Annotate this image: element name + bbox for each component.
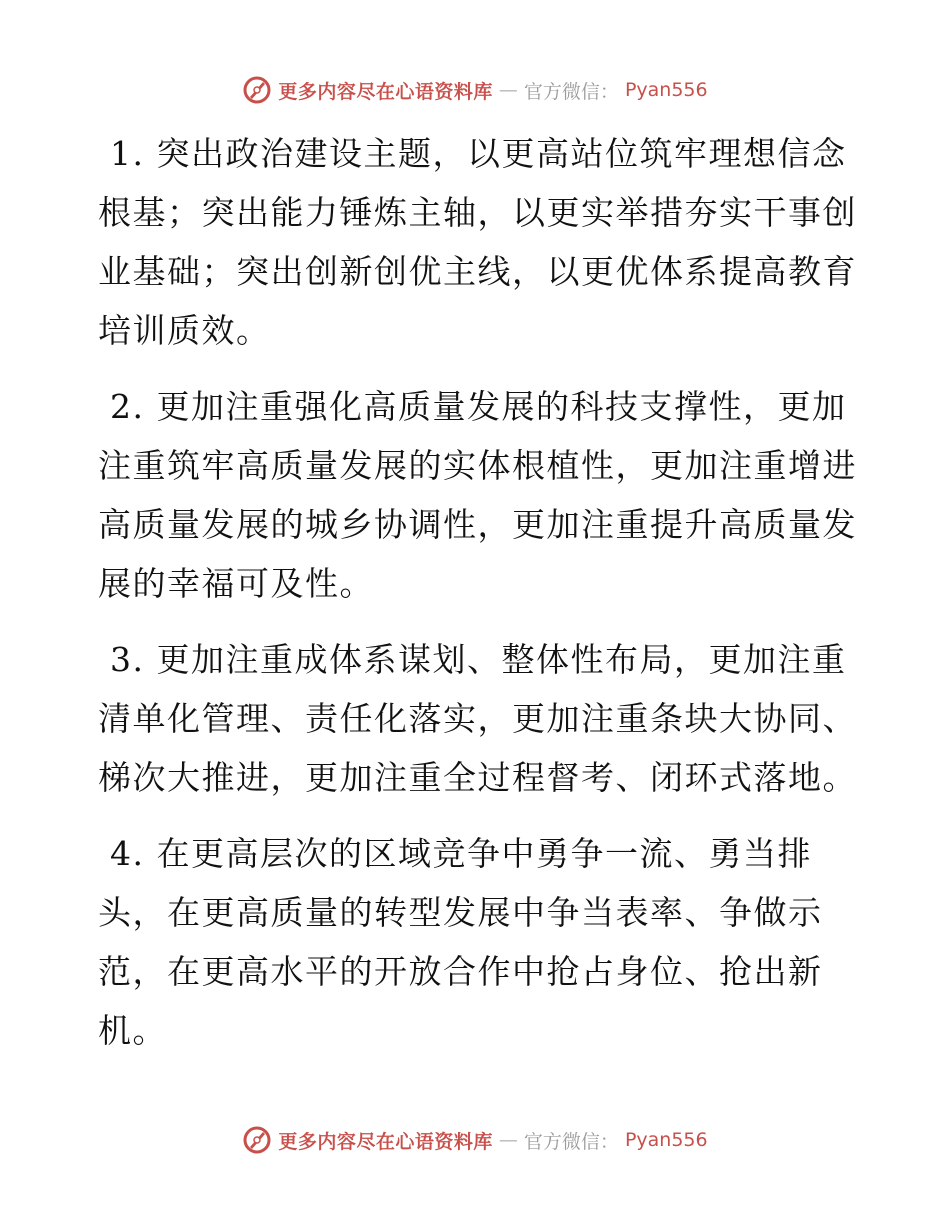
watermark-official-label: 官方微信： (523, 80, 619, 103)
watermark-account: Pyan556 (624, 79, 708, 101)
paragraph-2: 2. 更加注重强化高质量发展的科技支撑性，更加注重筑牢高质量发展的实体根植性，更加注重增进高质量发展的城乡协调性，更加注重提升高质量发展的幸福可及性。 (98, 387, 857, 603)
paragraph-4: 4. 在更高层次的区域竞争中勇争一流、勇当排头，在更高质量的转型发展中争当表率、争做示范，在更高水平的开放合作中抢占身位、抢出新机。 (98, 834, 823, 1050)
paragraph-3: 3. 更加注重成体系谋划、整体性布局，更加注重清单化管理、责任化落实，更加注重条块大协同、梯次大推进，更加注重全过程督考、闭环式落地。 (98, 640, 857, 797)
paragraph-1: 1. 突出政治建设主题，以更高站位筑牢理想信念根基；突出能力锤炼主轴，以更实举措夯实干事创业基础；突出创新创优主线，以更优体系提高教育培训质效。 (98, 134, 857, 350)
quill-seal-icon (242, 75, 272, 105)
footer-watermark (0, 1120, 950, 1160)
document-body (98, 124, 858, 1077)
quill-seal-icon (242, 1125, 272, 1155)
watermark-main-text: 更多内容尽在心语资料库 (278, 1130, 493, 1153)
watermark-account: Pyan556 (624, 1129, 708, 1151)
watermark-main-text: 更多内容尽在心语资料库 (278, 80, 493, 103)
watermark-official-label: 官方微信： (523, 1130, 619, 1153)
header-watermark (0, 70, 950, 110)
watermark-separator: — (498, 79, 518, 101)
watermark-separator: — (498, 1129, 518, 1151)
